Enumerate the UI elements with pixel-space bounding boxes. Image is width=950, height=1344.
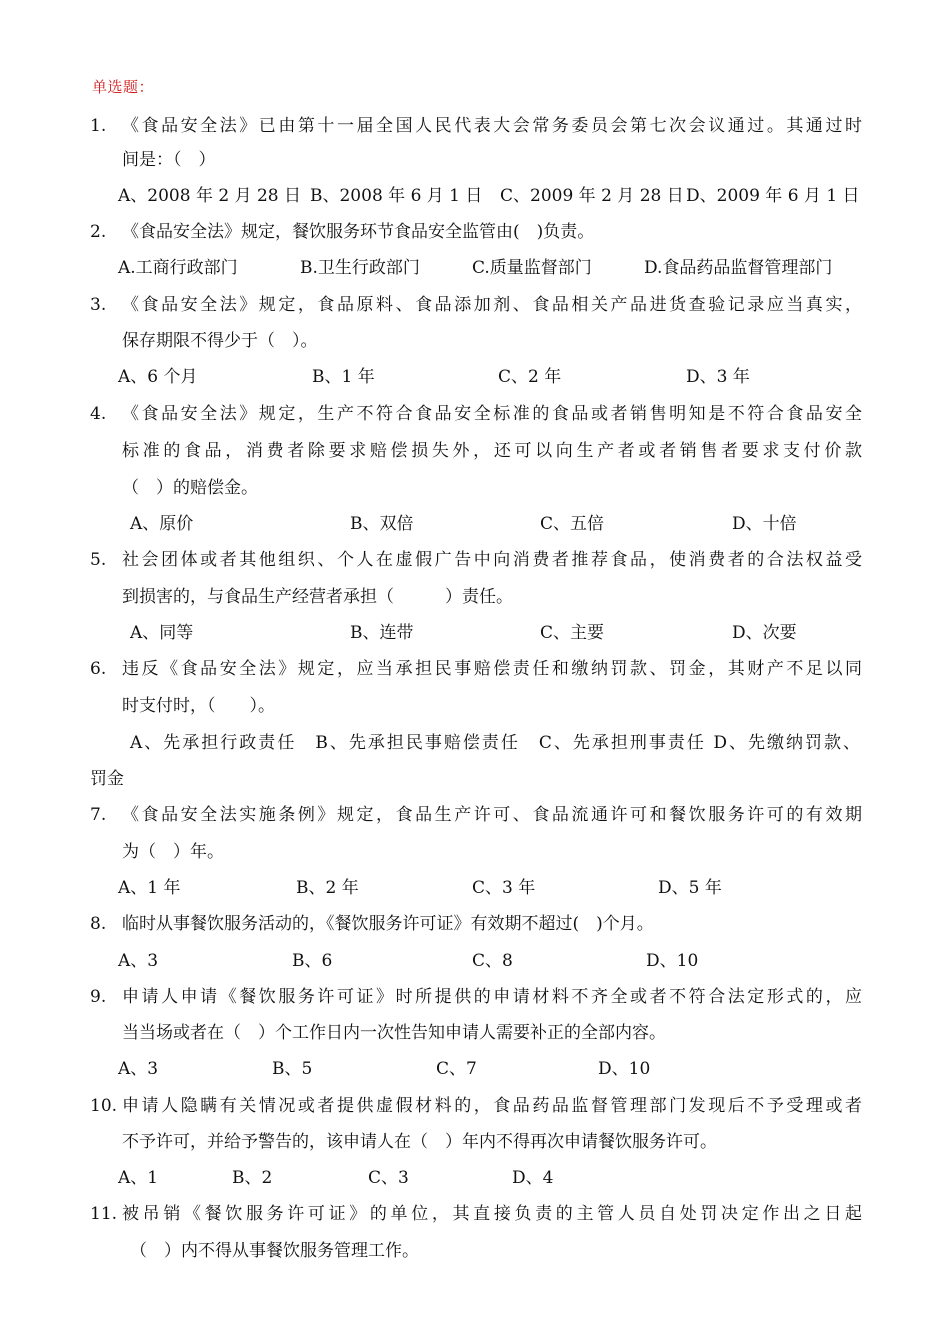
question-text-continued: （ ）内不得从事餐饮服务管理工作。 — [130, 1241, 419, 1261]
option-a: A、1 年 — [118, 878, 181, 898]
option-a: A、原价 — [130, 514, 194, 534]
question-number: 9. — [90, 987, 107, 1007]
question-text-continued: （ ）的赔偿金。 — [122, 478, 258, 498]
question-text: 《食品安全法》规定，餐饮服务环节食品安全监管由( )负责。 — [122, 222, 595, 242]
question-text: 申请人隐瞒有关情况或者提供虚假材料的，食品药品监督管理部门发现后不予受理或者 — [122, 1096, 862, 1116]
question-text: 《食品安全法》规定，生产不符合食品安全标准的食品或者销售明知是不符合食品安全 — [122, 404, 862, 424]
question-number: 8. — [90, 914, 107, 934]
question-text: 临时从事餐饮服务活动的，《餐饮服务许可证》有效期不超过( )个月。 — [122, 914, 654, 934]
question-number: 11. — [90, 1204, 118, 1224]
question-number: 3. — [90, 295, 107, 315]
option-c: C、五倍 — [540, 514, 605, 534]
option-a: A.工商行政部门 — [118, 258, 238, 278]
question-text: 《食品安全法》已由第十一届全国人民代表大会常务委员会第七次会议通过。其通过时 — [122, 116, 862, 136]
option-a: A、1 — [118, 1168, 159, 1188]
options-line: A、先承担行政责任 B、先承担民事赔偿责任 C、先承担刑事责任 D、先缴纳罚款、 — [130, 733, 860, 753]
options-line-continued: 罚金 — [90, 769, 124, 789]
question-number: 7. — [90, 805, 107, 825]
question-number: 5. — [90, 550, 107, 570]
option-a: A、2008 年 2 月 28 日 — [118, 186, 302, 206]
option-c: C、主要 — [540, 623, 605, 643]
question-text: 违反《食品安全法》规定，应当承担民事赔偿责任和缴纳罚款、罚金，其财产不足以同 — [122, 659, 862, 679]
option-b: B、双倍 — [350, 514, 414, 534]
option-d: D、十倍 — [732, 514, 797, 534]
question-number: 4. — [90, 404, 107, 424]
option-b: B、2 年 — [296, 878, 359, 898]
option-a: A、3 — [118, 951, 159, 971]
option-d: D、4 — [512, 1168, 554, 1188]
option-c: C、2 年 — [498, 367, 562, 387]
option-d: D、3 年 — [686, 367, 750, 387]
question-text-continued: 保存期限不得少于（ ）。 — [122, 331, 318, 351]
question-number: 1. — [90, 116, 107, 136]
option-a: A、同等 — [130, 623, 194, 643]
option-b: B、6 — [292, 951, 333, 971]
question-text-continued: 到损害的，与食品生产经营者承担（ ）责任。 — [122, 587, 513, 607]
question-text: 被吊销《餐饮服务许可证》的单位，其直接负责的主管人员自处罚决定作出之日起 — [122, 1204, 862, 1224]
option-b: B.卫生行政部门 — [300, 258, 420, 278]
option-a: A、6 个月 — [118, 367, 198, 387]
option-b: B、2 — [232, 1168, 273, 1188]
question-text-continued: 当当场或者在（ ）个工作日内一次性告知申请人需要补正的全部内容。 — [122, 1023, 666, 1043]
question-text: 社会团体或者其他组织、个人在虚假广告中向消费者推荐食品，使消费者的合法权益受 — [122, 550, 862, 570]
option-a: A、3 — [118, 1059, 159, 1079]
option-c: C、2009 年 2 月 28 日 — [500, 186, 684, 206]
option-c: C、3 年 — [472, 878, 536, 898]
section-title: 单选题： — [92, 78, 155, 96]
option-b: B、5 — [272, 1059, 313, 1079]
question-text-continued: 标准的食品，消费者除要求赔偿损失外，还可以向生产者或者销售者要求支付价款 — [122, 441, 862, 461]
option-c: C、3 — [368, 1168, 409, 1188]
question-text: 申请人申请《餐饮服务许可证》时所提供的申请材料不齐全或者不符合法定形式的，应 — [122, 987, 862, 1007]
question-text-continued: 为（ ）年。 — [122, 842, 224, 862]
question-number: 6. — [90, 659, 107, 679]
question-number: 10. — [90, 1096, 118, 1116]
question-text-continued: 不予许可，并给予警告的，该申请人在（ ）年内不得再次申请餐饮服务许可。 — [122, 1132, 717, 1152]
option-d: D、10 — [646, 951, 699, 971]
option-c: C、7 — [436, 1059, 477, 1079]
question-text-continued: 时支付时，（ ）。 — [122, 696, 275, 716]
option-b: B、连带 — [350, 623, 414, 643]
option-b: B、1 年 — [312, 367, 375, 387]
question-text-continued: 间是：（ ） — [122, 150, 216, 170]
option-d: D、5 年 — [658, 878, 722, 898]
question-text: 《食品安全法实施条例》规定，食品生产许可、食品流通许可和餐饮服务许可的有效期 — [122, 805, 862, 825]
option-d: D、次要 — [732, 623, 797, 643]
option-c: C、8 — [472, 951, 513, 971]
option-d: D、10 — [598, 1059, 651, 1079]
question-text: 《食品安全法》规定，食品原料、食品添加剂、食品相关产品进货查验记录应当真实， — [122, 295, 862, 315]
option-d: D.食品药品监督管理部门 — [644, 258, 833, 278]
option-d: D、2009 年 6 月 1 日 — [686, 186, 860, 206]
option-c: C.质量监督部门 — [472, 258, 592, 278]
question-number: 2. — [90, 222, 107, 242]
option-b: B、2008 年 6 月 1 日 — [310, 186, 483, 206]
